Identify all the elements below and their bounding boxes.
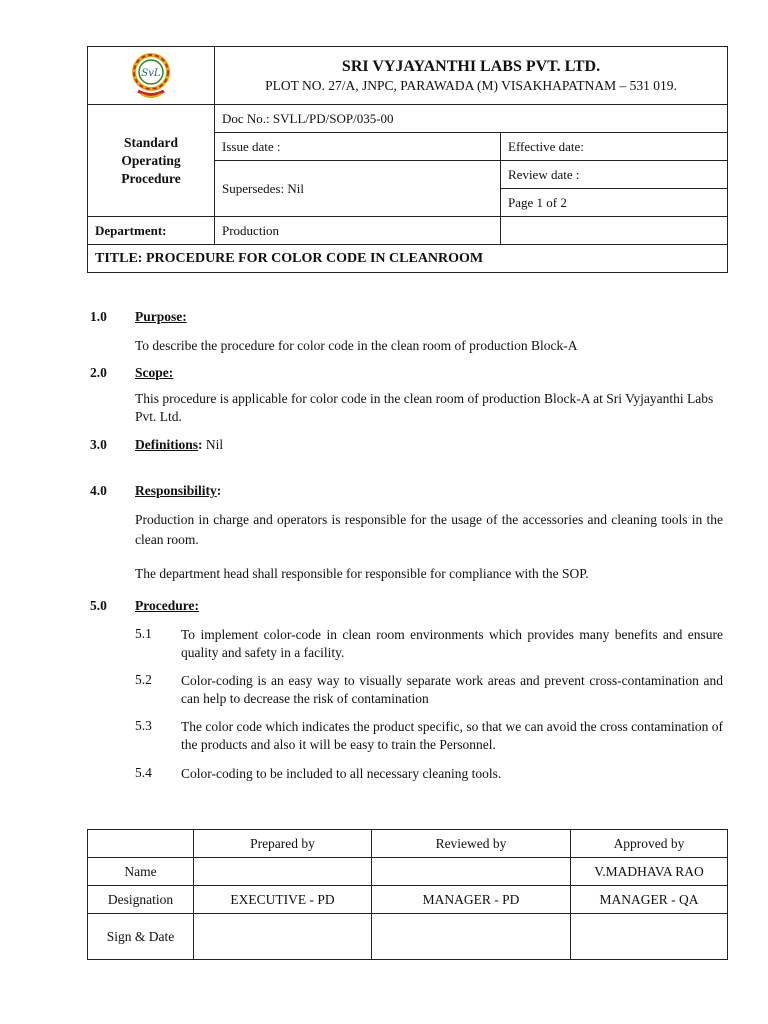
department-empty [501,217,728,245]
heading-colon: : [198,437,203,452]
table-cell: V.MADHAVA RAO [571,858,728,886]
logo-cell [88,47,215,105]
purpose-text: To describe the procedure for color code in the clean room of production Block-A [135,338,578,353]
table-cell [372,914,571,960]
page-number: Page 1 of 2 [501,189,728,217]
sop-label-cell [88,105,215,217]
section-number: 3.0 [90,437,107,452]
table-cell [194,914,372,960]
scope-text: This procedure is applicable for color code in the clean room of production Block-A at Sri Vyjayanthi Labs Pvt. Ltd. [135,391,714,424]
table-cell [571,914,728,960]
review-date: Review date : [501,161,728,189]
header-table [87,46,728,273]
table-cell: MANAGER - PD [372,886,571,914]
section-number: 4.0 [90,483,107,498]
issue-date: Issue date : [215,133,501,161]
department-value: Production [215,217,501,245]
procedure-item-text: The color code which indicates the product specific, so that we can avoid the cross contamination of the products and also it will be easy to train the Personnel. [181,719,723,752]
effective-date: Effective date: [501,133,728,161]
section-heading: Scope: [135,365,174,380]
sop-label-line2: Operating [121,152,181,168]
doc-number: Doc No.: SVLL/PD/SOP/035-00 [215,105,728,133]
table-cell: Prepared by [194,830,372,858]
procedure-item-number: 5.1 [135,626,152,641]
responsibility-text-1: Production in charge and operators is responsible for the usage of the accessories and cleaning tools in the clean room. [135,512,723,547]
table-cell: Designation [88,886,194,914]
logo-text: SvL [141,67,161,79]
procedure-item-text: Color-coding is an easy way to visually separate work areas and prevent cross-contamination and can help to decrease the risk of contamination [181,673,723,706]
section-number: 5.0 [90,598,107,613]
company-logo [126,48,176,100]
table-cell: Name [88,858,194,886]
section-number: 2.0 [90,365,107,380]
table-row [88,886,728,914]
table-cell: Reviewed by [372,830,571,858]
procedure-item-number: 5.3 [135,718,152,733]
table-row [88,830,728,858]
table-cell: EXECUTIVE - PD [194,886,372,914]
section-number: 1.0 [90,309,107,324]
table-row [88,858,728,886]
procedure-item-number: 5.4 [135,765,152,780]
procedure-item-number: 5.2 [135,672,152,687]
company-address: PLOT NO. 27/A, JNPC, PARAWADA (M) VISAKHAPATNAM – 531 019. [265,77,677,93]
table-cell: MANAGER - QA [571,886,728,914]
company-name: SRI VYJAYANTHI LABS PVT. LTD. [341,57,601,75]
table-row [88,914,728,960]
section-heading: Procedure: [135,598,199,613]
signoff-table [87,829,728,960]
section-heading: Responsibility [135,483,217,498]
procedure-item-text: To implement color-code in clean room environments which provides many benefits and ensure quality and safety in a facility. [181,627,723,660]
table-cell: Approved by [571,830,728,858]
company-cell [215,47,728,105]
responsibility-text-2: The department head shall responsible for responsible for compliance with the SOP. [135,566,589,581]
sop-label-line3: Procedure [121,170,181,186]
definitions-text: Nil [202,437,224,452]
supersedes: Supersedes: Nil [215,161,501,217]
section-heading: Purpose: [135,309,187,324]
sop-label-line1: Standard [123,134,179,150]
table-cell [194,858,372,886]
table-cell: Sign & Date [88,914,194,960]
document-title: TITLE: PROCEDURE FOR COLOR CODE IN CLEANROOM [88,245,728,273]
table-cell [372,858,571,886]
table-cell [88,830,194,858]
heading-colon: : [216,483,222,498]
section-heading: Definitions [135,437,199,452]
department-label: Department: [88,217,215,245]
procedure-item-text: Color-coding to be included to all necessary cleaning tools. [181,766,502,781]
